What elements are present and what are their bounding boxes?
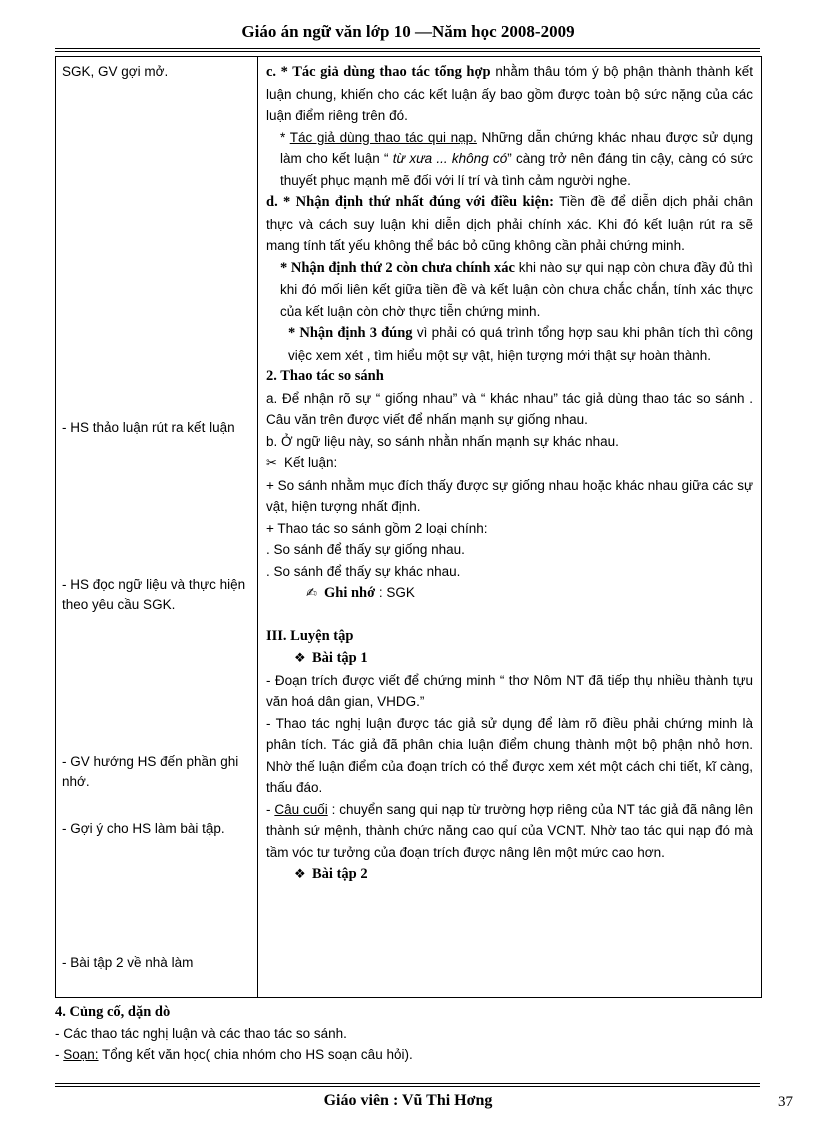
content-column [258,57,762,998]
teacher-name: Giáo viên : Vũ Thi Hơng [323,1092,493,1109]
left-note: - Gợi ý cho HS làm bài tập. [62,821,225,836]
section-d: d. * Nhận định thứ nhất đúng với điều kiện: Tiền đề để diễn dịch phải chân thực và cách suy luận khi diễn dịch phải chính xác. Khi đó kết luận rút ra sẽ mang tính tất yếu không thể bác bỏ cũng không cần phải chứng minh. [266,194,754,253]
consolidation-line: - Soạn: Tổng kết văn học( chia nhóm cho HS soạn câu hỏi). [55,1047,413,1062]
section-2-title: 2. Thao tác so sánh [266,368,384,384]
writing-hand-icon: ✍ [306,586,317,601]
page-header: Giáo án ngữ văn lớp 10 —Năm học 2008-2009 [241,22,575,41]
header-rule [55,48,760,49]
exercise-1-heading: ❖ Bài tập 1 [266,647,753,670]
consolidation-title: 4. Củng cố, dặn dò [55,1004,171,1020]
header-rule-double [55,51,760,52]
exercise-1-line: - Câu cuối : chuyển sang qui nạp từ trường hợp riêng của NT tác giả đã nâng lên thành sứ mệnh, thành chức năng cao quí của VCNT. Nhờ tao tác qui nạp đó mà tầm vóc tư tưởng của đoạn trích được nâng lên một mức cao hơn. [266,801,753,860]
section-d-second: * Nhận định thứ 2 còn chưa chính xác khi nào sự qui nạp còn chưa đầy đủ thì khi đó mối liên kết giữa tiền đề và kết luận còn chưa chắc chắn, tính xác thực của kết luận còn chờ thực tiễn chứng minh. [280,259,753,319]
left-note: SGK, GV gợi mở. [62,64,169,79]
left-note: - GV hướng HS đến phần ghi nhớ. [62,754,239,789]
left-note: - HS đọc ngữ liệu và thực hiện theo yêu cầu SGK. [62,577,246,612]
scissors-icon: ✂ [266,456,277,471]
section-c: c. * Tác giả dùng thao tác tổng hợp nhằm thâu tóm ý bộ phận thành thành kết luận chung, khiến cho các kết luận ấy bao gồm được toàn bộ sức nặng của các luận điểm riêng trên đó. [266,64,753,123]
lesson-table [55,56,762,998]
diamond-bullet-icon: ❖ [294,867,306,882]
conclusion-line: + So sánh nhằm mục đích thấy được sự giống nhau hoặc khác nhau giữa các sự vật, hiện tượng nhất định. [266,477,753,514]
section-2-a: a. Để nhận rõ sự “ giống nhau” và “ khác nhau” tác giả dùng thao tác so sánh . Câu văn trên được viết để nhấn mạnh sự giống nhau. [266,390,753,427]
section-3-title: III. Luyện tập [266,627,354,644]
conclusion-heading: ✂ Kết luận: [266,452,753,475]
footer-rule-double [55,1086,760,1087]
exercise-2-heading: ❖ Bài tập 2 [266,863,753,886]
note-line: ✍ Ghi nhớ : SGK [266,582,753,605]
consolidation-section [55,1002,761,1065]
conclusion-line: + Thao tác so sánh gồm 2 loại chính: [266,520,488,536]
footer-rule [55,1083,760,1084]
section-c-induction: * Tác giả dùng thao tác qui nạp. Những dẫn chứng khác nhau được sử dụng làm cho kết luận “ từ xưa ... không có” càng trở nên đáng tin cậy, càng có sức thuyết phục mạnh mẽ đối với lí trí và tình cảm người nghe. [280,129,753,188]
consolidation-line: - Các thao tác nghị luận và các thao tác so sánh. [55,1026,347,1041]
section-d-third: * Nhận định 3 đúng vì phải có quá trình tổng hợp sau khi phân tích thì công việc xem xét , tìm hiểu một sự vật, hiện tượng mới thật sự hoàn thành. [288,325,754,363]
conclusion-line: . So sánh để thấy sự khác nhau. [266,563,461,579]
page-number: 37 [778,1094,793,1110]
section-2-b: b. Ở ngữ liệu này, so sánh nhằn nhấn mạnh sự khác nhau. [266,433,619,449]
left-note: - HS thảo luận rút ra kết luận [62,420,235,435]
exercise-1-line: - Đoạn trích được viết để chứng minh “ thơ Nôm NT đã tiếp thụ nhiều thành tựu văn hoá dân gian, VHDG.” [266,672,753,709]
exercise-1-line: - Thao tác nghị luận được tác giả sử dụng để làm rõ điều phải chứng minh là phân tích. Tác giả đã phân chia luận điểm chung thành một bộ phận nhỏ hơn. Nhờ thế luận điểm của đoạn trích có thể được xem xét một cách chi tiết, kĩ càng, thấu đáo. [266,715,753,795]
left-note: - Bài tập 2 về nhà làm [62,955,194,970]
diamond-bullet-icon: ❖ [294,651,306,666]
activity-column [56,57,258,998]
conclusion-line: . So sánh để thấy sự giống nhau. [266,542,465,557]
